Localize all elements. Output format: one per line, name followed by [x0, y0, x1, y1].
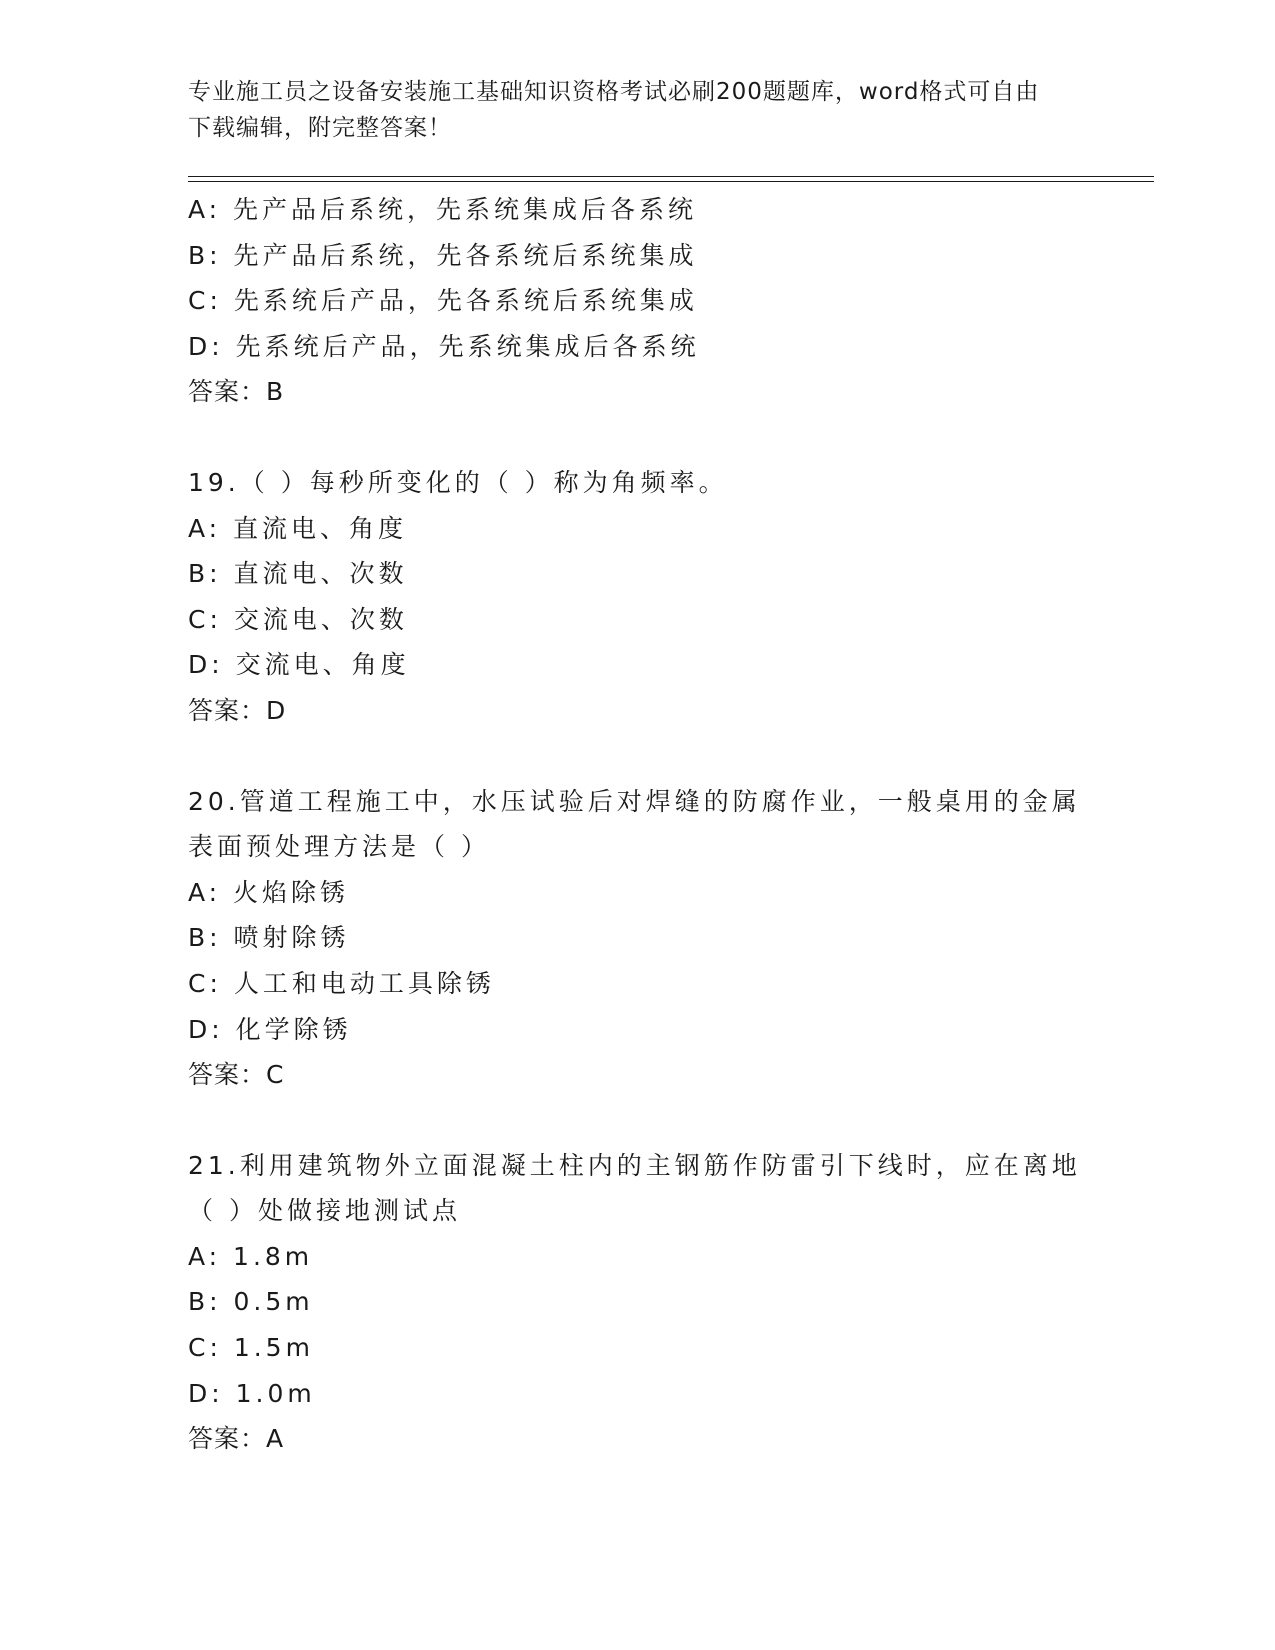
option-d: D: 交流电、角度 [188, 650, 410, 680]
option-c: C: 交流电、次数 [188, 604, 408, 634]
option-a: A: 1.8m [188, 1241, 314, 1271]
question-text-line-2: 表面预处理方法是（ ） [188, 832, 490, 862]
answer: 答案：A [188, 1424, 285, 1454]
question-text-line-1: 21.利用建筑物外立面混凝土柱内的主钢筋作防雷引下线时，应在离地 [188, 1150, 1081, 1180]
question-list [188, 187, 1088, 1462]
answer: 答案：B [188, 377, 285, 407]
option-d: D: 先系统后产品，先系统集成后各系统 [188, 331, 700, 361]
option-b: B: 直流电、次数 [188, 559, 408, 589]
option-a: A: 火焰除锈 [188, 877, 350, 907]
answer: 答案：C [188, 1060, 285, 1090]
spacer [188, 1098, 1088, 1143]
question-text: 19.（ ）每秒所变化的（ ）称为角频率。 [188, 467, 728, 497]
spacer [188, 415, 1088, 460]
document-header [188, 74, 1068, 146]
option-a: A: 直流电、角度 [188, 513, 408, 543]
header-rule-top [188, 176, 1154, 177]
option-a: A: 先产品后系统，先系统集成后各系统 [188, 195, 698, 224]
spacer [188, 734, 1088, 779]
question-19 [188, 460, 1088, 734]
option-b: B: 0.5m [188, 1287, 314, 1317]
option-b: B: 喷射除锈 [188, 923, 350, 953]
header-line-1: 专业施工员之设备安装施工基础知识资格考试必刷200题题库，word格式可自由 [188, 79, 1040, 105]
header-line-2: 下载编辑，附完整答案！ [188, 115, 452, 141]
option-d: D: 1.0m [188, 1378, 316, 1408]
question-text-line-1: 20.管道工程施工中，水压试验后对焊缝的防腐作业，一般桌用的金属 [188, 786, 1081, 816]
header-rule-bottom [188, 181, 1154, 182]
question-21 [188, 1143, 1088, 1462]
answer: 答案：D [188, 695, 287, 725]
question-18 [188, 187, 1088, 415]
question-20 [188, 779, 1088, 1098]
option-c: C: 1.5m [188, 1333, 314, 1363]
option-c: C: 先系统后产品，先各系统后系统集成 [188, 286, 698, 316]
option-b: B: 先产品后系统，先各系统后系统集成 [188, 240, 698, 270]
question-text-line-2: （ ）处做接地测试点 [188, 1196, 461, 1226]
option-d: D: 化学除锈 [188, 1014, 352, 1044]
option-c: C: 人工和电动工具除锈 [188, 968, 495, 998]
